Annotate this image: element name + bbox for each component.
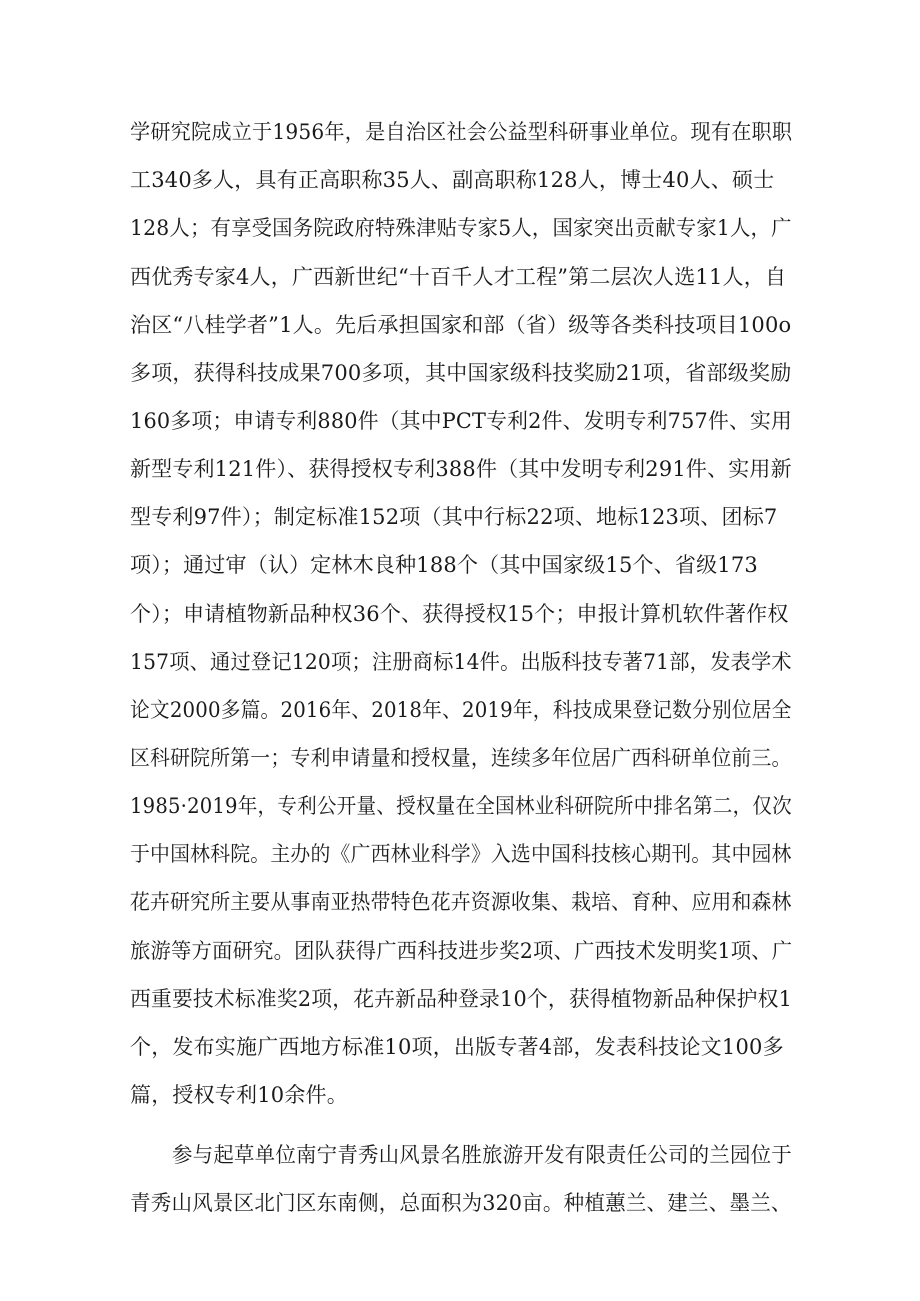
body-text-line: 区科研院所第一；专利申请量和授权量，连续多年位居广西科研单位前三。 bbox=[130, 746, 792, 770]
body-text-line: 新型专利121件）、获得授权专利388件（其中发明专利291件、实用新 bbox=[130, 457, 792, 481]
body-text-line: 于中国林科院。主办的《广西林业科学》入选中国科技核心期刊。其中园林 bbox=[130, 842, 792, 866]
body-text-line: 青秀山风景区北门区东南侧，总面积为320亩。种植蕙兰、建兰、墨兰、 bbox=[130, 1191, 792, 1215]
body-text-line: 128人；有享受国务院政府特殊津贴专家5人，国家突出贡献专家1人，广 bbox=[130, 216, 792, 240]
body-text-line: 个，发布实施广西地方标准10项，出版专著4部，发表科技论文100多 bbox=[130, 1035, 784, 1059]
body-text-line: 多项，获得科技成果700多项，其中国家级科技奖励21项，省部级奖励 bbox=[130, 361, 792, 385]
body-text-line: 论文2000多篇。2016年、2018年、2019年，科技成果登记数分别位居全 bbox=[130, 698, 792, 722]
body-text-line: 西重要技术标准奖2项，花卉新品种登录10个，获得植物新品种保护权1 bbox=[130, 987, 793, 1011]
body-text-line: 1985·2019年，专利公开量、授权量在全国林业科研院所中排名第二，仅次 bbox=[130, 794, 792, 818]
body-text-line: 花卉研究所主要从事南亚热带特色花卉资源收集、栽培、育种、应用和森林 bbox=[130, 890, 792, 914]
body-text-line: 篇，授权专利10余件。 bbox=[130, 1083, 348, 1107]
body-text-line: 型专利97件）；制定标准152项（其中行标22项、地标123项、团标7 bbox=[130, 505, 778, 529]
body-text-line: 157项、通过登记120项；注册商标14件。出版科技专著71部，发表学术 bbox=[130, 650, 792, 674]
body-text-line: 西优秀专家4人，广西新世纪“十百千人才工程”第二层次人选11人，自 bbox=[130, 265, 787, 289]
body-text-line: 学研究院成立于1956年，是自治区社会公益型科研事业单位。现有在职职 bbox=[130, 120, 793, 144]
body-text-line: 旅游等方面研究。团队获得广西科技进步奖2项、广西技术发明奖1项、广 bbox=[130, 939, 793, 963]
body-text-line: 项）；通过审（认）定林木良种188个（其中国家级15个、省级173 bbox=[130, 553, 758, 577]
body-text-line: 治区“八桂学者”1人。先后承担国家和部（省）级等各类科技项目100o bbox=[130, 313, 792, 337]
body-text-line: 个）；申请植物新品种权36个、获得授权15个；申报计算机软件著作权 bbox=[130, 602, 789, 626]
body-text-line: 160多项；申请专利880件（其中PCT专利2件、发明专利757件、实用 bbox=[130, 409, 793, 433]
body-text-line: 工340多人，具有正高职称35人、副高职称128人，博士40人、硕士 bbox=[130, 168, 775, 192]
paragraph-first-line: 参与起草单位南宁青秀山风景名胜旅游开发有限责任公司的兰园位于 bbox=[172, 1143, 792, 1167]
